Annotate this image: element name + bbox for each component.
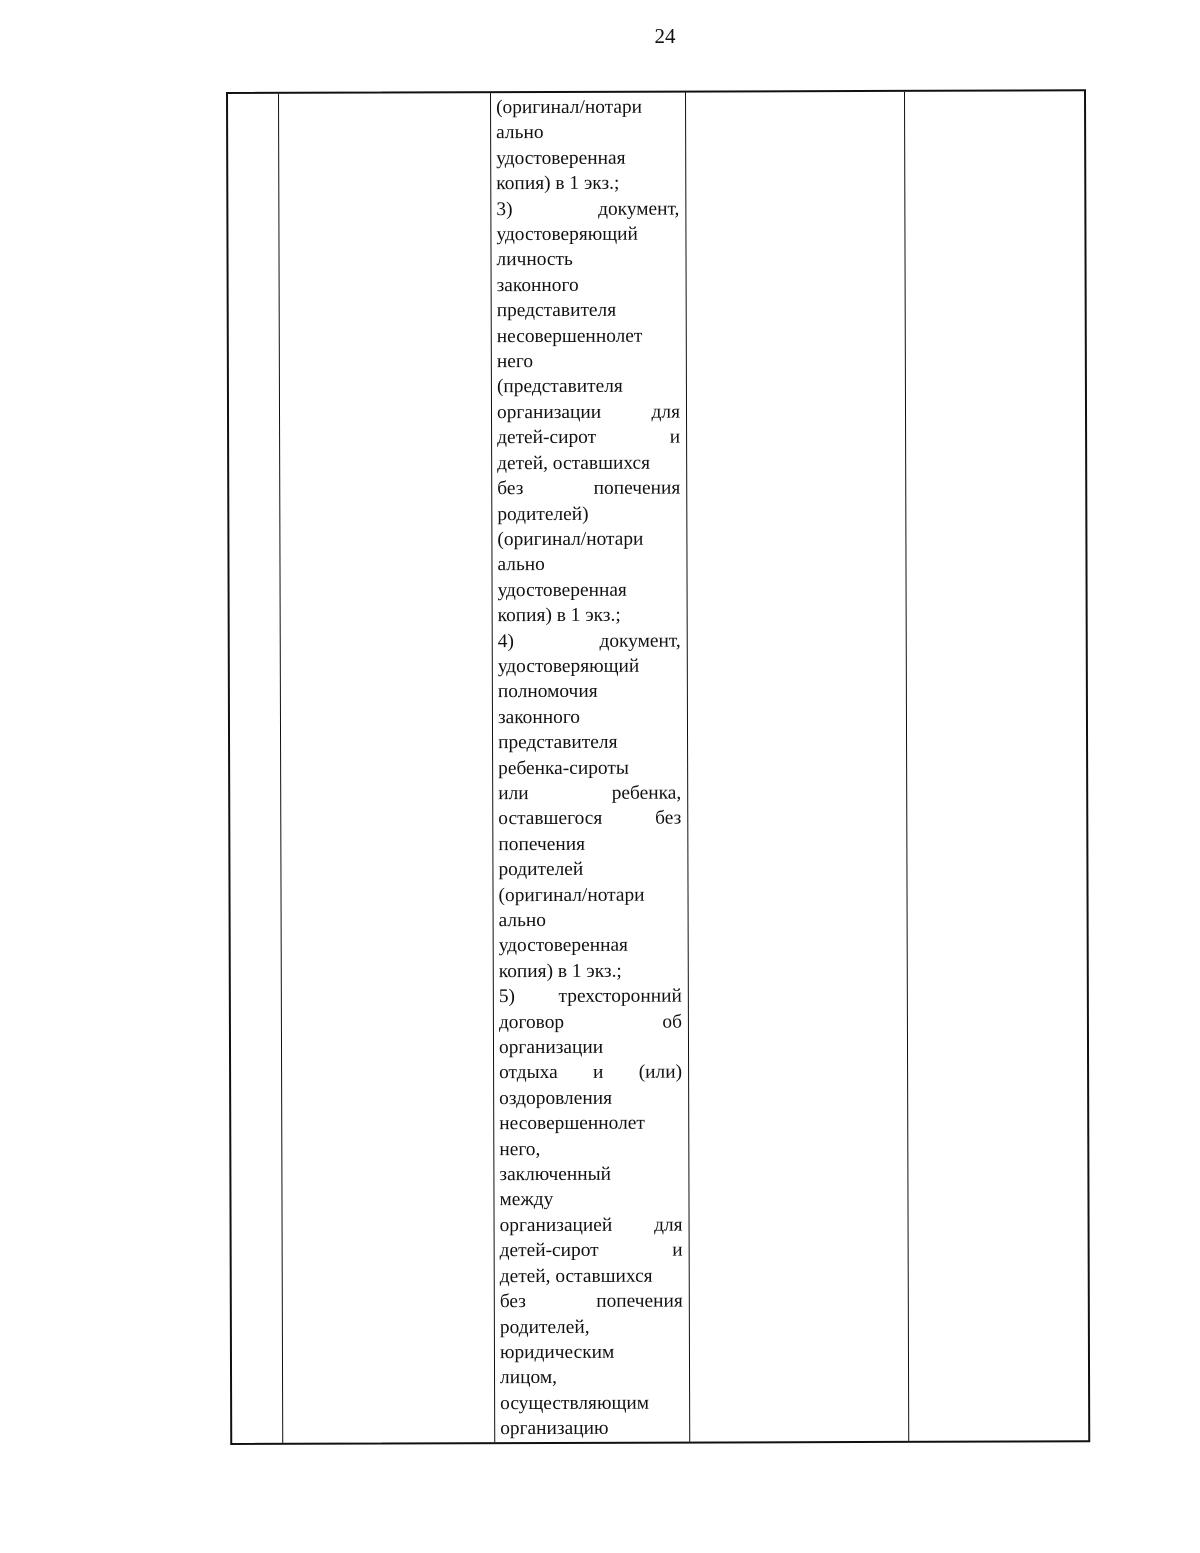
cell-text-word: удостоверенная [496,147,626,169]
cell-text-line [500,1212,683,1238]
cell-text-word: представителя [498,731,618,754]
cell-text-line [498,654,681,680]
cell-text-line [497,298,680,324]
cell-text-line [497,501,680,527]
cell-text-word: удостоверенная [497,579,627,601]
cell-text-line [496,171,679,197]
cell-text-line [496,120,679,146]
column-divider-3 [685,93,690,1442]
cell-text-line [498,882,681,908]
cell-text-line [497,349,680,375]
cell-text-line [499,1035,682,1061]
cell-text-line [499,908,682,934]
cell-text-word: детей-сирот [497,427,597,449]
cell-text-word: без [499,1291,526,1313]
documents-list-cell [496,95,683,1442]
cell-text-line [499,1162,682,1188]
cell-text-line [498,857,681,883]
cell-text-word: для [654,1214,683,1236]
cell-text-word: копия) в 1 экз.; [496,172,620,195]
cell-text-line [499,1085,682,1111]
cell-text-line [499,1136,682,1162]
cell-text-word: ально [497,554,545,576]
cell-text-line [498,628,681,654]
cell-text-line [496,222,679,248]
cell-text-word: организации [496,401,602,424]
column-divider-2 [490,93,495,1442]
cell-text-line [499,1060,682,1086]
cell-text-line [498,831,681,857]
cell-text-line [499,1187,682,1213]
cell-text-word: попечения [498,833,586,855]
cell-text-word: оздоровления [499,1087,613,1109]
cell-text-word: несовершеннолет [499,1112,645,1135]
cell-text-line [496,247,679,273]
cell-text-word: 5) [498,986,516,1008]
cell-text-word: документ, [599,630,681,652]
page-number: 24 [654,24,676,48]
cell-text-word: без [655,807,682,830]
cell-text-word: несовершеннолет [496,325,643,347]
cell-text-word: ребенка-сироты [498,757,629,779]
cell-text-line [500,1289,683,1315]
cell-text-word: (оригинал/нотари [498,884,645,906]
cell-text-line [499,1009,682,1035]
cell-text-line [499,984,682,1010]
cell-text-word: ально [496,122,544,144]
cell-text-word: 4) [497,630,514,652]
cell-text-word: удостоверяющий [497,655,640,678]
cell-text-line [497,425,680,451]
cell-text-line [500,1365,683,1391]
cell-text-word: документ, [598,198,680,220]
cell-text-line [500,1339,683,1365]
cell-text-line [496,95,679,121]
cell-text-word: и [669,426,681,448]
cell-text-word: для [651,401,681,423]
cell-text-word: ально [498,909,547,932]
cell-text-word: копия) в 1 экз.; [497,604,621,627]
cell-text-line [497,272,680,298]
cell-text-line [498,730,681,756]
cell-text-word: родителей, [499,1316,590,1338]
cell-text-word: (представителя [496,376,623,398]
cell-text-word: детей, оставшихся [499,1265,653,1287]
cell-text-word: без [497,478,524,500]
cell-text-word: об [662,1011,682,1033]
cell-text-word: и [672,1239,683,1261]
cell-text-line [500,1314,683,1340]
cell-text-line [497,450,680,476]
cell-text-word: 3) [496,198,513,220]
cell-text-word: организацией [499,1214,613,1237]
cell-text-word: и [592,1062,604,1084]
cell-text-line [497,399,680,425]
cell-text-word: представителя [496,300,617,322]
cell-text-word: организацию [500,1417,609,1440]
cell-text-line [496,196,679,222]
cell-text-word: него [496,351,534,373]
cell-text-word: личность [496,249,573,271]
cell-text-word: договор [498,1011,565,1033]
cell-text-word: полномочия [497,681,598,703]
cell-text-word: удостоверяющий [496,223,638,246]
cell-text-line [498,806,681,832]
cell-text-line [499,958,682,984]
cell-text-word: или [498,783,529,805]
cell-text-word: отдыха [499,1062,558,1084]
cell-text-word: копия) в 1 экз.; [498,960,622,982]
cell-text-word: законного [496,274,579,296]
cell-text-line [497,526,680,552]
cell-text-line [498,781,681,807]
cell-text-line [497,374,680,400]
cell-text-line [498,755,681,781]
cell-text-line [499,933,682,959]
column-divider-1 [278,94,283,1443]
cell-text-word: между [499,1189,554,1211]
cell-text-line [498,679,681,705]
cell-text-word: (оригинал/нотари [497,528,644,551]
cell-text-line [500,1416,683,1442]
cell-text-word: попечения [596,1290,683,1312]
cell-text-line [500,1390,683,1416]
cell-text-word: (оригинал/нотари [496,96,643,119]
cell-text-word: (или) [638,1062,683,1084]
cell-text-line [500,1263,683,1289]
cell-text-line [497,552,680,578]
cell-text-word: осуществляющим [500,1392,650,1414]
cell-text-line [498,577,681,603]
cell-text-line [496,145,679,171]
cell-text-line [498,704,681,730]
cell-text-word: организации [498,1036,604,1059]
cell-text-word: попечения [593,477,681,499]
cell-text-line [499,1111,682,1137]
cell-text-word: родителей [498,859,584,881]
cell-text-word: заключенный [499,1163,612,1186]
cell-text-word: детей, оставшихся [497,452,651,474]
cell-text-word: законного [497,706,581,728]
cell-text-word: трехсторонний [558,985,682,1008]
cell-text-word: оставшегося [498,808,603,830]
cell-text-line [500,1238,683,1264]
cell-text-word: родителей) [497,503,589,525]
cell-text-word: детей-сирот [499,1240,599,1262]
cell-text-line [497,476,680,502]
cell-text-word: него, [499,1138,541,1160]
cell-text-word: ребенка, [611,782,682,804]
document-table [226,89,1090,1445]
cell-text-word: удостоверенная [498,935,628,957]
cell-text-line [497,323,680,349]
cell-text-word: юридическим [499,1341,615,1364]
cell-text-word: лицом, [500,1367,557,1389]
cell-text-line [498,603,681,629]
column-divider-4 [904,92,909,1441]
